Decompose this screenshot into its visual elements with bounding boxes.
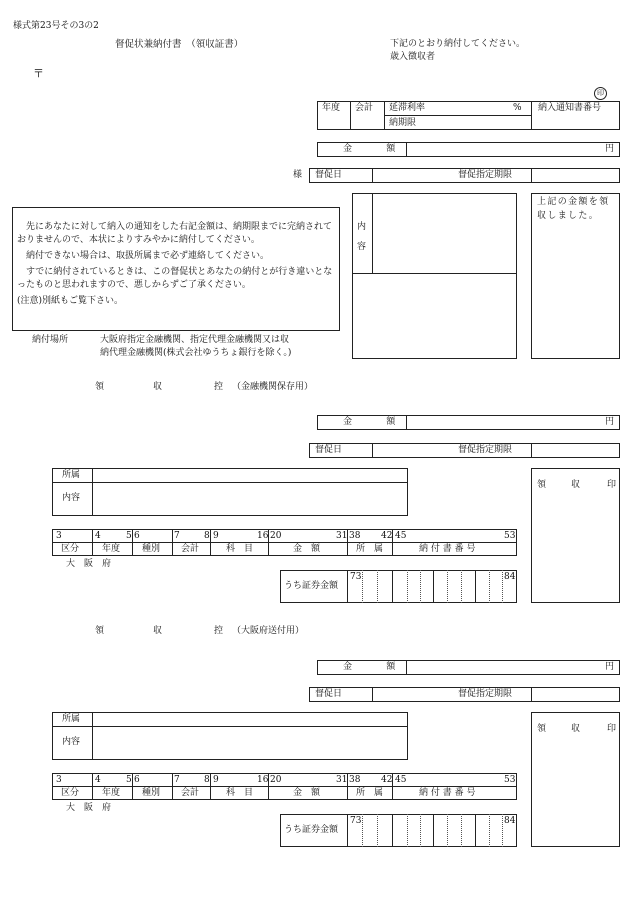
s2-col-shubetsu: 種別 xyxy=(142,544,161,554)
s2-affiliation-box xyxy=(52,468,408,516)
s2-affiliation-label: 所属 xyxy=(62,470,81,480)
s2-col-num: 20 xyxy=(270,531,282,541)
s3-stamp-char-2: 収 xyxy=(571,724,581,734)
s3-demand-date-label: 督促日 xyxy=(315,689,343,699)
s2-content-label: 内容 xyxy=(62,493,81,503)
percent-sign: % xyxy=(513,103,522,113)
content-label: 内容 xyxy=(357,222,367,252)
s2-stamp-char-1: 領 xyxy=(537,480,547,490)
notice-paragraph-4: (注意)別紙もご覧下さい。 xyxy=(17,296,124,307)
s2-col-num: 7 xyxy=(174,531,180,541)
s2-yen-unit: 円 xyxy=(605,417,615,427)
s2-col-kaikei: 会計 xyxy=(181,544,200,554)
s3-col-nendo: 年度 xyxy=(102,788,121,798)
s2-col-num: 73 xyxy=(350,572,362,582)
s2-col-num: 45 xyxy=(395,531,407,541)
s3-col-kaikei: 会計 xyxy=(181,788,200,798)
amount-label: 金 額 xyxy=(343,144,401,154)
s3-col-shozoku: 所 属 xyxy=(356,788,384,798)
s2-col-num: 5 xyxy=(126,531,132,541)
s3-col-shubetsu: 種別 xyxy=(142,788,161,798)
s3-col-num: 42 xyxy=(381,775,393,785)
s3-title-char-1: 領 xyxy=(95,626,105,636)
payment-place-line1: 大阪府指定金融機関、指定代理金融機関又は収 xyxy=(100,335,290,345)
notice-box xyxy=(12,207,340,331)
s2-col-num: 8 xyxy=(204,531,210,541)
payment-place-label: 納付場所 xyxy=(32,335,69,345)
demand-deadline-label: 督促指定期限 xyxy=(458,170,513,180)
notice-number-label: 納入通知書番号 xyxy=(538,103,602,113)
seal-char: 印 xyxy=(597,89,604,97)
s2-col-num: 31 xyxy=(336,531,348,541)
s3-col-num: 3 xyxy=(56,775,62,785)
s2-demand-deadline-label: 督促指定期限 xyxy=(458,445,513,455)
s2-col-num: 42 xyxy=(381,531,393,541)
s3-col-num: 4 xyxy=(95,775,101,785)
s2-col-kingaku: 金 額 xyxy=(293,544,321,554)
notice-paragraph-1: 先にあなたに対して納入の通知をした右記金額は、納期限までに完納されておりませんので、本状によりすみやかに納付してください。 xyxy=(17,222,333,246)
s3-title-char-3: 控 xyxy=(214,626,224,636)
s3-col-num: 38 xyxy=(349,775,361,785)
s3-affiliation-box xyxy=(52,712,408,760)
s3-amount-label: 金 額 xyxy=(343,662,401,672)
s3-prefecture: 大 阪 府 xyxy=(66,803,112,813)
s3-title-char-2: 収 xyxy=(153,626,163,636)
s3-col-kingaku: 金 額 xyxy=(293,788,321,798)
postal-mark: 〒 xyxy=(33,67,44,80)
s2-col-num: 6 xyxy=(134,531,140,541)
s2-col-kamoku: 科 目 xyxy=(226,544,254,554)
s3-yen-unit: 円 xyxy=(605,662,615,672)
s2-col-num: 16 xyxy=(257,531,269,541)
payment-place-line2: 納代理金融機関(株式会社ゆうちょ銀行を除く。) xyxy=(100,348,292,358)
yen-unit: 円 xyxy=(605,144,615,154)
s2-prefecture: 大 阪 府 xyxy=(66,559,112,569)
s2-col-num: 3 xyxy=(56,531,62,541)
s3-stamp-char-3: 印 xyxy=(607,724,617,734)
s2-title-char-1: 領 xyxy=(95,382,105,392)
s3-col-kubun: 区分 xyxy=(61,788,80,798)
s3-col-nofusho-bango: 納 付 書 番 号 xyxy=(419,788,476,798)
s3-col-num: 31 xyxy=(336,775,348,785)
s3-col-num: 84 xyxy=(504,816,516,826)
s2-stamp-char-2: 収 xyxy=(571,480,581,490)
seal-mark xyxy=(594,87,607,100)
s3-col-num: 6 xyxy=(134,775,140,785)
s2-col-num: 84 xyxy=(504,572,516,582)
s2-col-num: 4 xyxy=(95,531,101,541)
kaikei-label: 会計 xyxy=(355,103,374,113)
content-box xyxy=(352,193,517,359)
document-title: 督促状兼納付書 （領収証書） xyxy=(115,39,244,50)
nendo-label: 年度 xyxy=(322,103,341,113)
payment-instruction: 下記のとおり納付してください。 xyxy=(390,39,526,49)
s3-col-num: 16 xyxy=(257,775,269,785)
s3-col-num: 73 xyxy=(350,816,362,826)
s3-col-num: 9 xyxy=(213,775,219,785)
s2-col-nendo: 年度 xyxy=(102,544,121,554)
s3-col-num: 45 xyxy=(395,775,407,785)
s3-col-num: 7 xyxy=(174,775,180,785)
s3-col-num: 5 xyxy=(126,775,132,785)
s2-title-char-2: 収 xyxy=(153,382,163,392)
s3-securities-label: うち証券金額 xyxy=(284,825,339,835)
s3-stamp-char-1: 領 xyxy=(537,724,547,734)
due-date-label: 納期限 xyxy=(389,118,417,128)
notice-paragraph-2: 納付できない場合は、取扱所属まで必ず連絡してください。 xyxy=(26,251,270,262)
s3-title-suffix: （大阪府送付用） xyxy=(232,626,305,636)
s3-demand-deadline-label: 督促指定期限 xyxy=(458,689,513,699)
s3-content-label: 内容 xyxy=(62,737,81,747)
s2-col-nofusho-bango: 納 付 書 番 号 xyxy=(419,544,476,554)
s3-col-num: 20 xyxy=(270,775,282,785)
form-number: 様式第23号その3の2 xyxy=(13,21,99,31)
s2-amount-label: 金 額 xyxy=(343,417,401,427)
s2-title-char-3: 控 xyxy=(214,382,224,392)
s2-securities-label: うち証券金額 xyxy=(284,581,339,591)
s2-col-kubun: 区分 xyxy=(61,544,80,554)
delay-rate-label: 延滞利率 xyxy=(389,103,426,113)
s2-demand-date-label: 督促日 xyxy=(315,445,343,455)
s3-affiliation-label: 所属 xyxy=(62,714,81,724)
s2-col-num: 9 xyxy=(213,531,219,541)
s3-col-num: 53 xyxy=(504,775,516,785)
collector-label: 歳入徴収者 xyxy=(390,52,436,62)
demand-date-label: 督促日 xyxy=(315,170,343,180)
s2-col-shozoku: 所 属 xyxy=(356,544,384,554)
s2-title-suffix: （金融機関保存用） xyxy=(232,382,314,392)
s3-col-num: 8 xyxy=(204,775,210,785)
s3-col-kamoku: 科 目 xyxy=(226,788,254,798)
received-note: 上記の金額を領収しました。 xyxy=(537,197,610,222)
s2-col-num: 38 xyxy=(349,531,361,541)
s2-stamp-char-3: 印 xyxy=(607,480,617,490)
s2-col-num: 53 xyxy=(504,531,516,541)
notice-paragraph-3: すでに納付されているときは、この督促状とあなたの納付とが行き違いとなったものと思われますので、悪しからずご了承ください。 xyxy=(17,267,333,291)
addressee-suffix: 様 xyxy=(293,170,303,180)
